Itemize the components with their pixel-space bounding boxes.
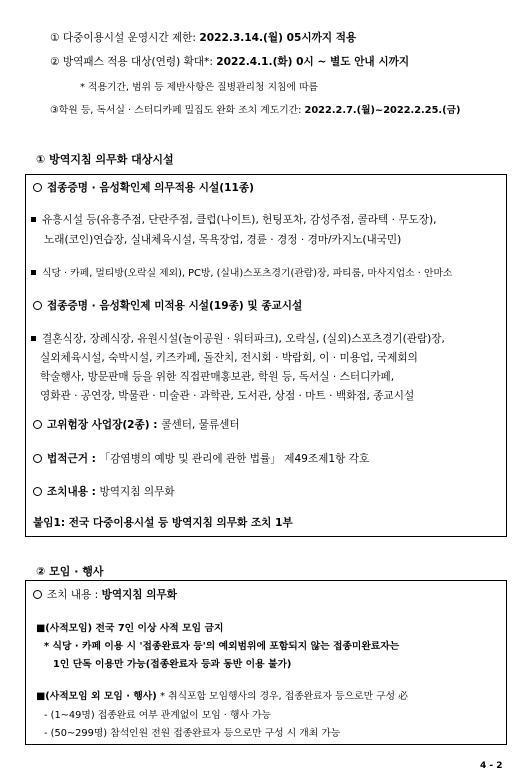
intro-item-3-bold: 2022.2.7.(월)~2022.2.25.(금): [304, 105, 461, 116]
section-2-heading: ② 모임 · 행사: [36, 565, 104, 578]
group-2-line-1-text: 결혼식장, 장례식장, 유원시설(놀이공원 · 워터파크), 오락실, (실외)스포츠경기(관람)장,: [42, 333, 445, 345]
intro-item-2-text: 방역패스 적용 대상(연령) 확대*:: [62, 56, 217, 68]
private-gathering-note-1: * 식당 · 카페 이용 시 '접종완료자 등'의 예외범위에 포함되지 않는 접종미완료자는: [44, 641, 400, 652]
intro-item-1-text: 다중이용시설 운영시간 제한:: [62, 32, 200, 44]
measure-label: 조치내용 :: [47, 486, 100, 498]
legal-basis-value: 「감염병의 예방 및 관리에 관한 법률」 제49조제1항 각호: [99, 453, 370, 465]
group-3-title: 고위험장 사업장(2종) :: [47, 419, 162, 431]
group-2-line-4: 영화관 · 공연장, 박물관 · 미술관 · 과학관, 도서관, 상점 · 마트 · 백화점, 종교시설: [40, 390, 415, 402]
intro-item-2-num: ②: [50, 56, 60, 68]
square-bullet-icon: [31, 217, 36, 222]
section-2-measure-label: 조치 내용 :: [47, 589, 102, 601]
event-line-1: - (1~49명) 접종완료 여부 관계없이 모임 · 행사 가능: [44, 710, 271, 721]
event-line-2: - (50~299명) 참석인원 전원 접종완료자 등으로만 구성 시 개최 가능: [44, 728, 341, 739]
intro-item-3: [50, 102, 461, 116]
intro-item-2: [50, 54, 409, 69]
event-title-row: [36, 688, 408, 702]
measure-row: [33, 484, 175, 499]
private-gathering-note-2: 1인 단독 이용만 가능(접종완료자 등과 동반 이용 불가): [53, 659, 292, 670]
section-2-measure-row: [33, 587, 177, 602]
group-2-line-3: 학술행사, 방문판매 등을 위한 직접판매홍보관, 학원 등, 독서실 · 스터디카페,: [40, 371, 395, 383]
intro-item-2-bold: 2022.4.1.(화) 0시 ~ 별도 안내 시까지: [216, 56, 410, 68]
section-2-measure-value: 방역지침 의무화: [101, 589, 177, 601]
group-2-title-row: [33, 298, 302, 313]
circle-bullet-icon: [33, 454, 42, 463]
intro-item-3-text: ③학원 등, 독서실 · 스터디카페 밀집도 완화 조치 계도기간:: [50, 105, 305, 116]
attachment-note: 붙임1: 전국 다중이용시설 등 방역지침 의무화 조치 1부: [33, 517, 293, 529]
intro-item-1-bold: 2022.3.14.(월) 05시까지 적용: [199, 32, 357, 44]
group-1-item-2-text: 식당 · 카페, 멀티방(오락실 제외), PC방, (실내)스포츠경기(관람)장, 파티룸, 마사지업소 · 안마소: [42, 268, 453, 279]
group-3-row: [33, 417, 240, 432]
group-2-line-1: [31, 331, 445, 346]
group-1-title-row: [33, 180, 254, 195]
square-bullet-icon: [31, 270, 36, 275]
legal-basis-row: [33, 451, 369, 466]
intro-item-1: [50, 30, 356, 45]
event-note: * 취식포함 모임행사의 경우, 접종완료자 등으로만 구성 必: [160, 691, 408, 702]
circle-bullet-icon: [33, 420, 42, 429]
circle-bullet-icon: [33, 183, 42, 192]
group-2-title: 접종증명 · 음성확인제 미적용 시설(19종) 및 종교시설: [47, 300, 303, 312]
square-bullet-icon: [31, 336, 36, 341]
intro-item-1-num: ①: [50, 32, 60, 44]
section-1-heading: ① 방역지침 의무화 대상시설: [36, 153, 174, 166]
measure-value: 방역지침 의무화: [99, 486, 175, 498]
circle-bullet-icon: [33, 590, 42, 599]
group-3-value: 콜센터, 물류센터: [161, 419, 240, 431]
private-gathering-title: ■(사적모임) 전국 7인 이상 사적 모임 금지: [36, 623, 224, 634]
intro-item-2-note: * 적용기간, 범위 등 제반사항은 질병관리청 지침에 따름: [80, 82, 319, 93]
group-1-title: 접종증명 · 음성확인제 의무적용 시설(11종): [47, 182, 254, 194]
group-1-item-1-text: 유흥시설 등(유흥주점, 단란주점, 클럽(나이트), 헌팅포차, 감성주점, 콜라텍 · 무도장),: [42, 214, 437, 226]
group-2-line-2: 실외체육시설, 숙박시설, 키즈카페, 돌잔치, 전시회 · 박람회, 이 · 미용업, 국제회의: [40, 352, 418, 364]
page-number: 4 - 2: [480, 761, 503, 771]
event-title: ■(사적모임 외 모임 · 행사): [36, 691, 161, 702]
circle-bullet-icon: [33, 301, 42, 310]
circle-bullet-icon: [33, 487, 42, 496]
group-1-item-1-line-2: 노래(코인)연습장, 실내체육시설, 목욕장업, 경륜 · 경정 · 경마/카지노(내국민): [44, 234, 402, 246]
legal-basis-label: 법적근거 :: [47, 453, 100, 465]
group-1-item-1-line-1: [31, 212, 437, 227]
group-1-item-2: [31, 265, 452, 279]
